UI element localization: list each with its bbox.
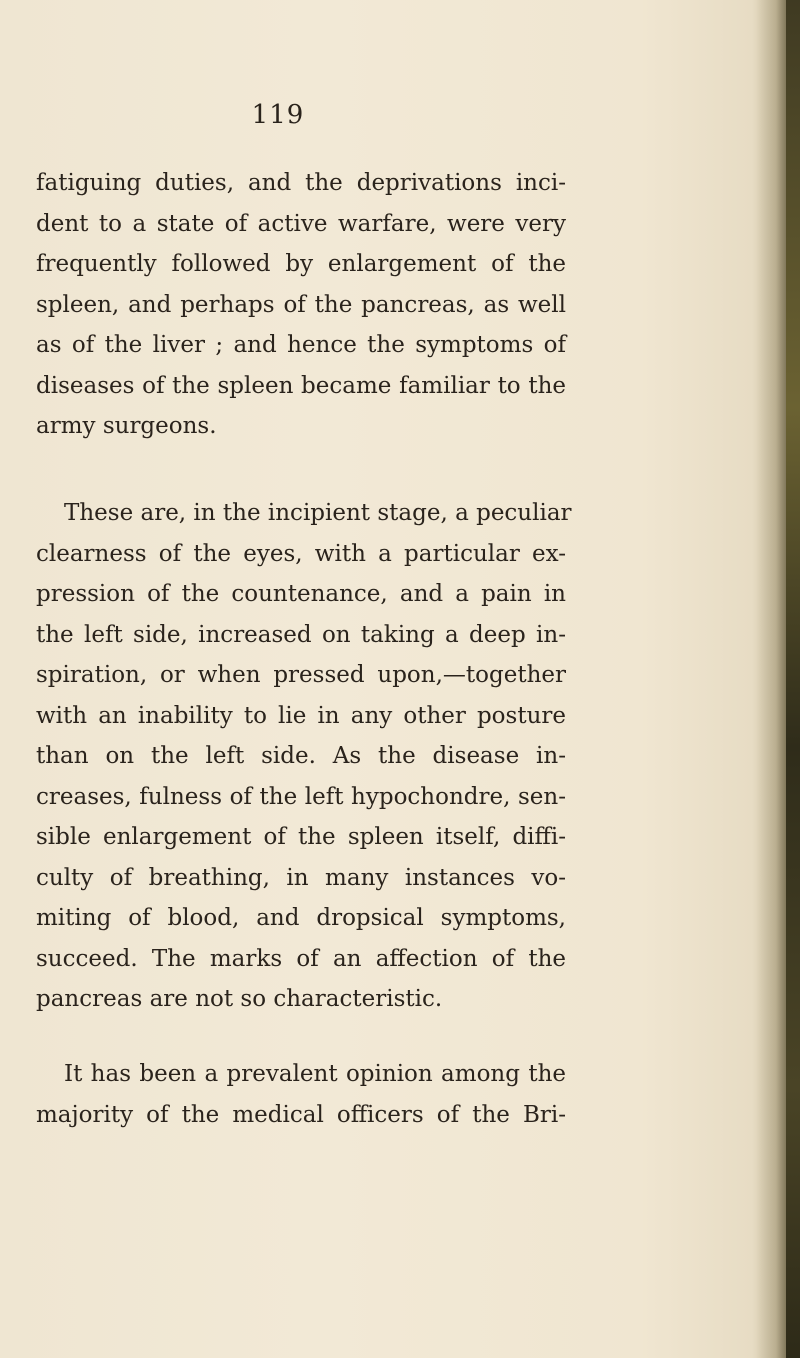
- text-line: These are, in the incipient stage, a peculiar: [64, 500, 572, 526]
- text-line: pancreas are not so characteristic.: [36, 986, 443, 1012]
- paragraph-3: [36, 1054, 566, 1135]
- text-line: fatiguing duties, and the deprivations inci-: [36, 170, 566, 196]
- text-line: creases, fulness of the left hypochondre, sen-: [36, 783, 566, 810]
- text-line: army surgeons.: [36, 413, 217, 439]
- text-line: sible enlargement of the spleen itself, diffi-: [36, 824, 566, 850]
- page-number: 119: [251, 100, 305, 130]
- text-line: clearness of the eyes, with a particular ex-: [36, 540, 566, 567]
- text-line: culty of breathing, in many instances vo-: [36, 864, 566, 891]
- text-line: diseases of the spleen became familiar to the: [36, 372, 566, 399]
- text-line: majority of the medical officers of the Bri-: [36, 1101, 566, 1128]
- text-line: with an inability to lie in any other posture: [36, 702, 566, 729]
- text-line: It has been a prevalent opinion among the: [64, 1061, 566, 1087]
- text-line: spleen, and perhaps of the pancreas, as well: [36, 291, 566, 318]
- paragraph-1: [36, 163, 566, 447]
- book-spine-edge: [786, 0, 800, 1358]
- text-line: as of the liver ; and hence the symptoms of: [36, 332, 566, 358]
- paragraph-2: [36, 493, 572, 1020]
- text-line: the left side, increased on taking a deep in-: [36, 621, 566, 648]
- text-line: succeed. The marks of an affection of the: [36, 945, 566, 972]
- text-line: frequently followed by enlargement of the: [36, 251, 566, 277]
- text-line: than on the left side. As the disease in-: [36, 743, 566, 769]
- text-line: miting of blood, and dropsical symptoms,: [36, 905, 566, 931]
- text-line: spiration, or when pressed upon,—together: [36, 662, 566, 688]
- text-line: pression of the countenance, and a pain in: [36, 581, 566, 607]
- spine-shadow: [756, 0, 786, 1358]
- text-line: dent to a state of active warfare, were very: [36, 210, 566, 237]
